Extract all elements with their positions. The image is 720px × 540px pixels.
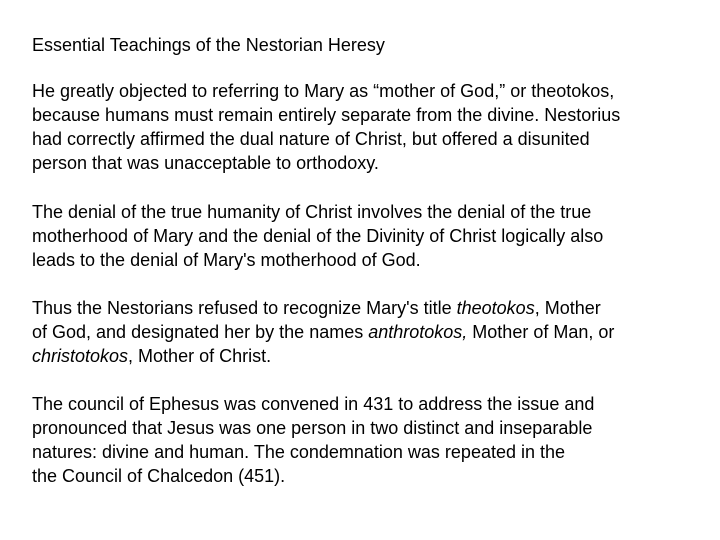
paragraph-line: because humans must remain entirely separate from the divine. Nestorius bbox=[32, 105, 621, 125]
paragraph-line: He greatly objected to referring to Mary as “mother of God,” or theotokos, bbox=[32, 81, 615, 101]
paragraph-denial-of-humanity bbox=[32, 200, 712, 272]
slide-title: Essential Teachings of the Nestorian Heresy bbox=[32, 35, 385, 55]
line-text: , Mother bbox=[534, 298, 601, 318]
paragraph-line bbox=[32, 296, 712, 320]
line-text: Thus the Nestorians refused to recognize Mary's title bbox=[32, 298, 457, 318]
line-text: , Mother of Christ. bbox=[128, 346, 272, 366]
paragraph-line: pronounced that Jesus was one person in two distinct and inseparable bbox=[32, 418, 593, 438]
paragraph-line: The denial of the true humanity of Christ involves the denial of the true bbox=[32, 202, 592, 222]
paragraph-line: leads to the denial of Mary's motherhood of God. bbox=[32, 250, 421, 270]
line-text: of God, and designated her by the names bbox=[32, 322, 369, 342]
paragraph-line: natures: divine and human. The condemnation was repeated in the bbox=[32, 442, 566, 462]
paragraph-line: the Council of Chalcedon (451). bbox=[32, 466, 286, 486]
term-anthrotokos: anthrotokos, bbox=[368, 322, 468, 342]
paragraph-line: had correctly affirmed the dual nature of Christ, but offered a disunited bbox=[32, 129, 590, 149]
paragraph-line: person that was unacceptable to orthodoxy. bbox=[32, 153, 379, 173]
paragraph-line bbox=[32, 320, 712, 344]
term-christotokos: christotokos bbox=[32, 346, 129, 366]
paragraph-mother-of-god bbox=[32, 79, 712, 175]
line-text: Mother of Man, or bbox=[467, 322, 615, 342]
term-theotokos: theotokos bbox=[456, 298, 535, 318]
paragraph-line bbox=[32, 344, 712, 368]
paragraph-council-of-ephesus bbox=[32, 392, 712, 488]
paragraph-line: motherhood of Mary and the denial of the Divinity of Christ logically also bbox=[32, 226, 604, 246]
paragraph-line: The council of Ephesus was convened in 431 to address the issue and bbox=[32, 394, 595, 414]
paragraph-marian-titles bbox=[32, 296, 712, 368]
